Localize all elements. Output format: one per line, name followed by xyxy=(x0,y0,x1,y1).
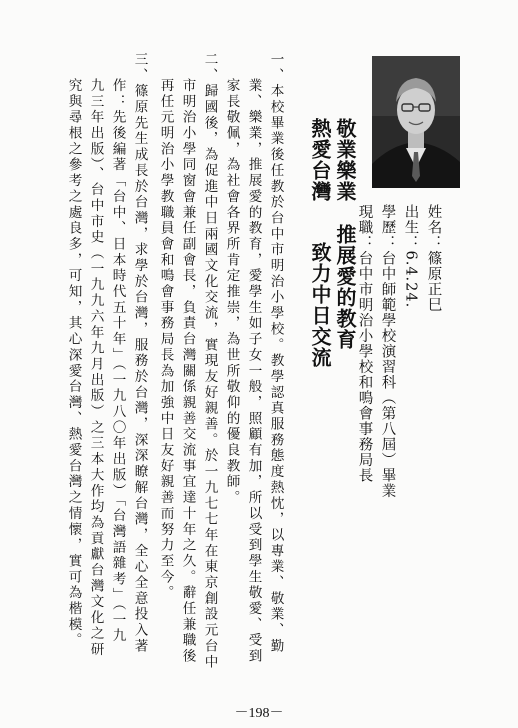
headline-line-2: 熱愛台灣 xyxy=(308,118,332,202)
paragraph-3-line-1: 三、篠原先生成長於台灣，求學於台灣，服務於台灣，深深瞭解台灣，全心全意投入著 xyxy=(131,52,148,655)
headline-line-4: 致力中日交流 xyxy=(308,242,332,368)
paragraph-3-line-3: 九三年出版）、台中市史（一九九六年九月出版）之三本大作均為貢獻台灣文化之研 xyxy=(87,78,104,658)
profile-position: 現職：台中市明治小學校和鳴會事務局長 xyxy=(356,204,373,483)
paragraph-2-line-2: 市明治小學同窗會兼任副會長，負責台灣關係親善交流事宜達十年之久。辭任兼職後 xyxy=(179,78,196,665)
paragraph-1-line-2: 業、樂業，推展愛的教育，愛學生如子女一般，照顧有加，所以受到學生敬愛、受到 xyxy=(245,78,262,665)
profile-birth: 出生：6.4.24. xyxy=(402,204,419,309)
portrait-photo xyxy=(372,56,460,188)
paragraph-1-line-1: 一、本校畢業後任教於台中市明治小學校。教學認真服務態度熱忱，以專業、敬業、勤 xyxy=(267,52,284,655)
paragraph-3-line-2: 作：先後編著「台中、日本時代五十年」（一九八〇年出版）「台灣語雜考」（一九 xyxy=(109,78,126,645)
headline-line-3: 推展愛的教育 xyxy=(333,224,357,350)
paragraph-2-line-1: 二、歸國後，為促進中日兩國文化交流，實現友好親善。於一九七七年在東京創設元台中 xyxy=(201,52,218,671)
paragraph-2-line-3: 再任元明治小學教職員會和鳴會事務局長為加強中日友好親善而努力至今。 xyxy=(157,78,174,602)
paragraph-3-line-4: 究與尋根之參考之處良多，可知，其心深愛台灣、熱愛台灣之情懷，實可為楷模。 xyxy=(65,78,82,649)
headline-line-1: 敬業樂業 xyxy=(333,118,357,202)
profile-education: 學歷：台中師範學校演習科（第八屆）畢業 xyxy=(379,204,396,499)
portrait-figure xyxy=(372,56,460,188)
paragraph-1-line-3: 家長敬佩，為社會各界所肯定推崇，為世所敬仰的優良教師。 xyxy=(223,78,240,506)
page-number: －198－ xyxy=(234,706,284,721)
profile-name: 姓名：篠原正巳 xyxy=(425,204,442,313)
